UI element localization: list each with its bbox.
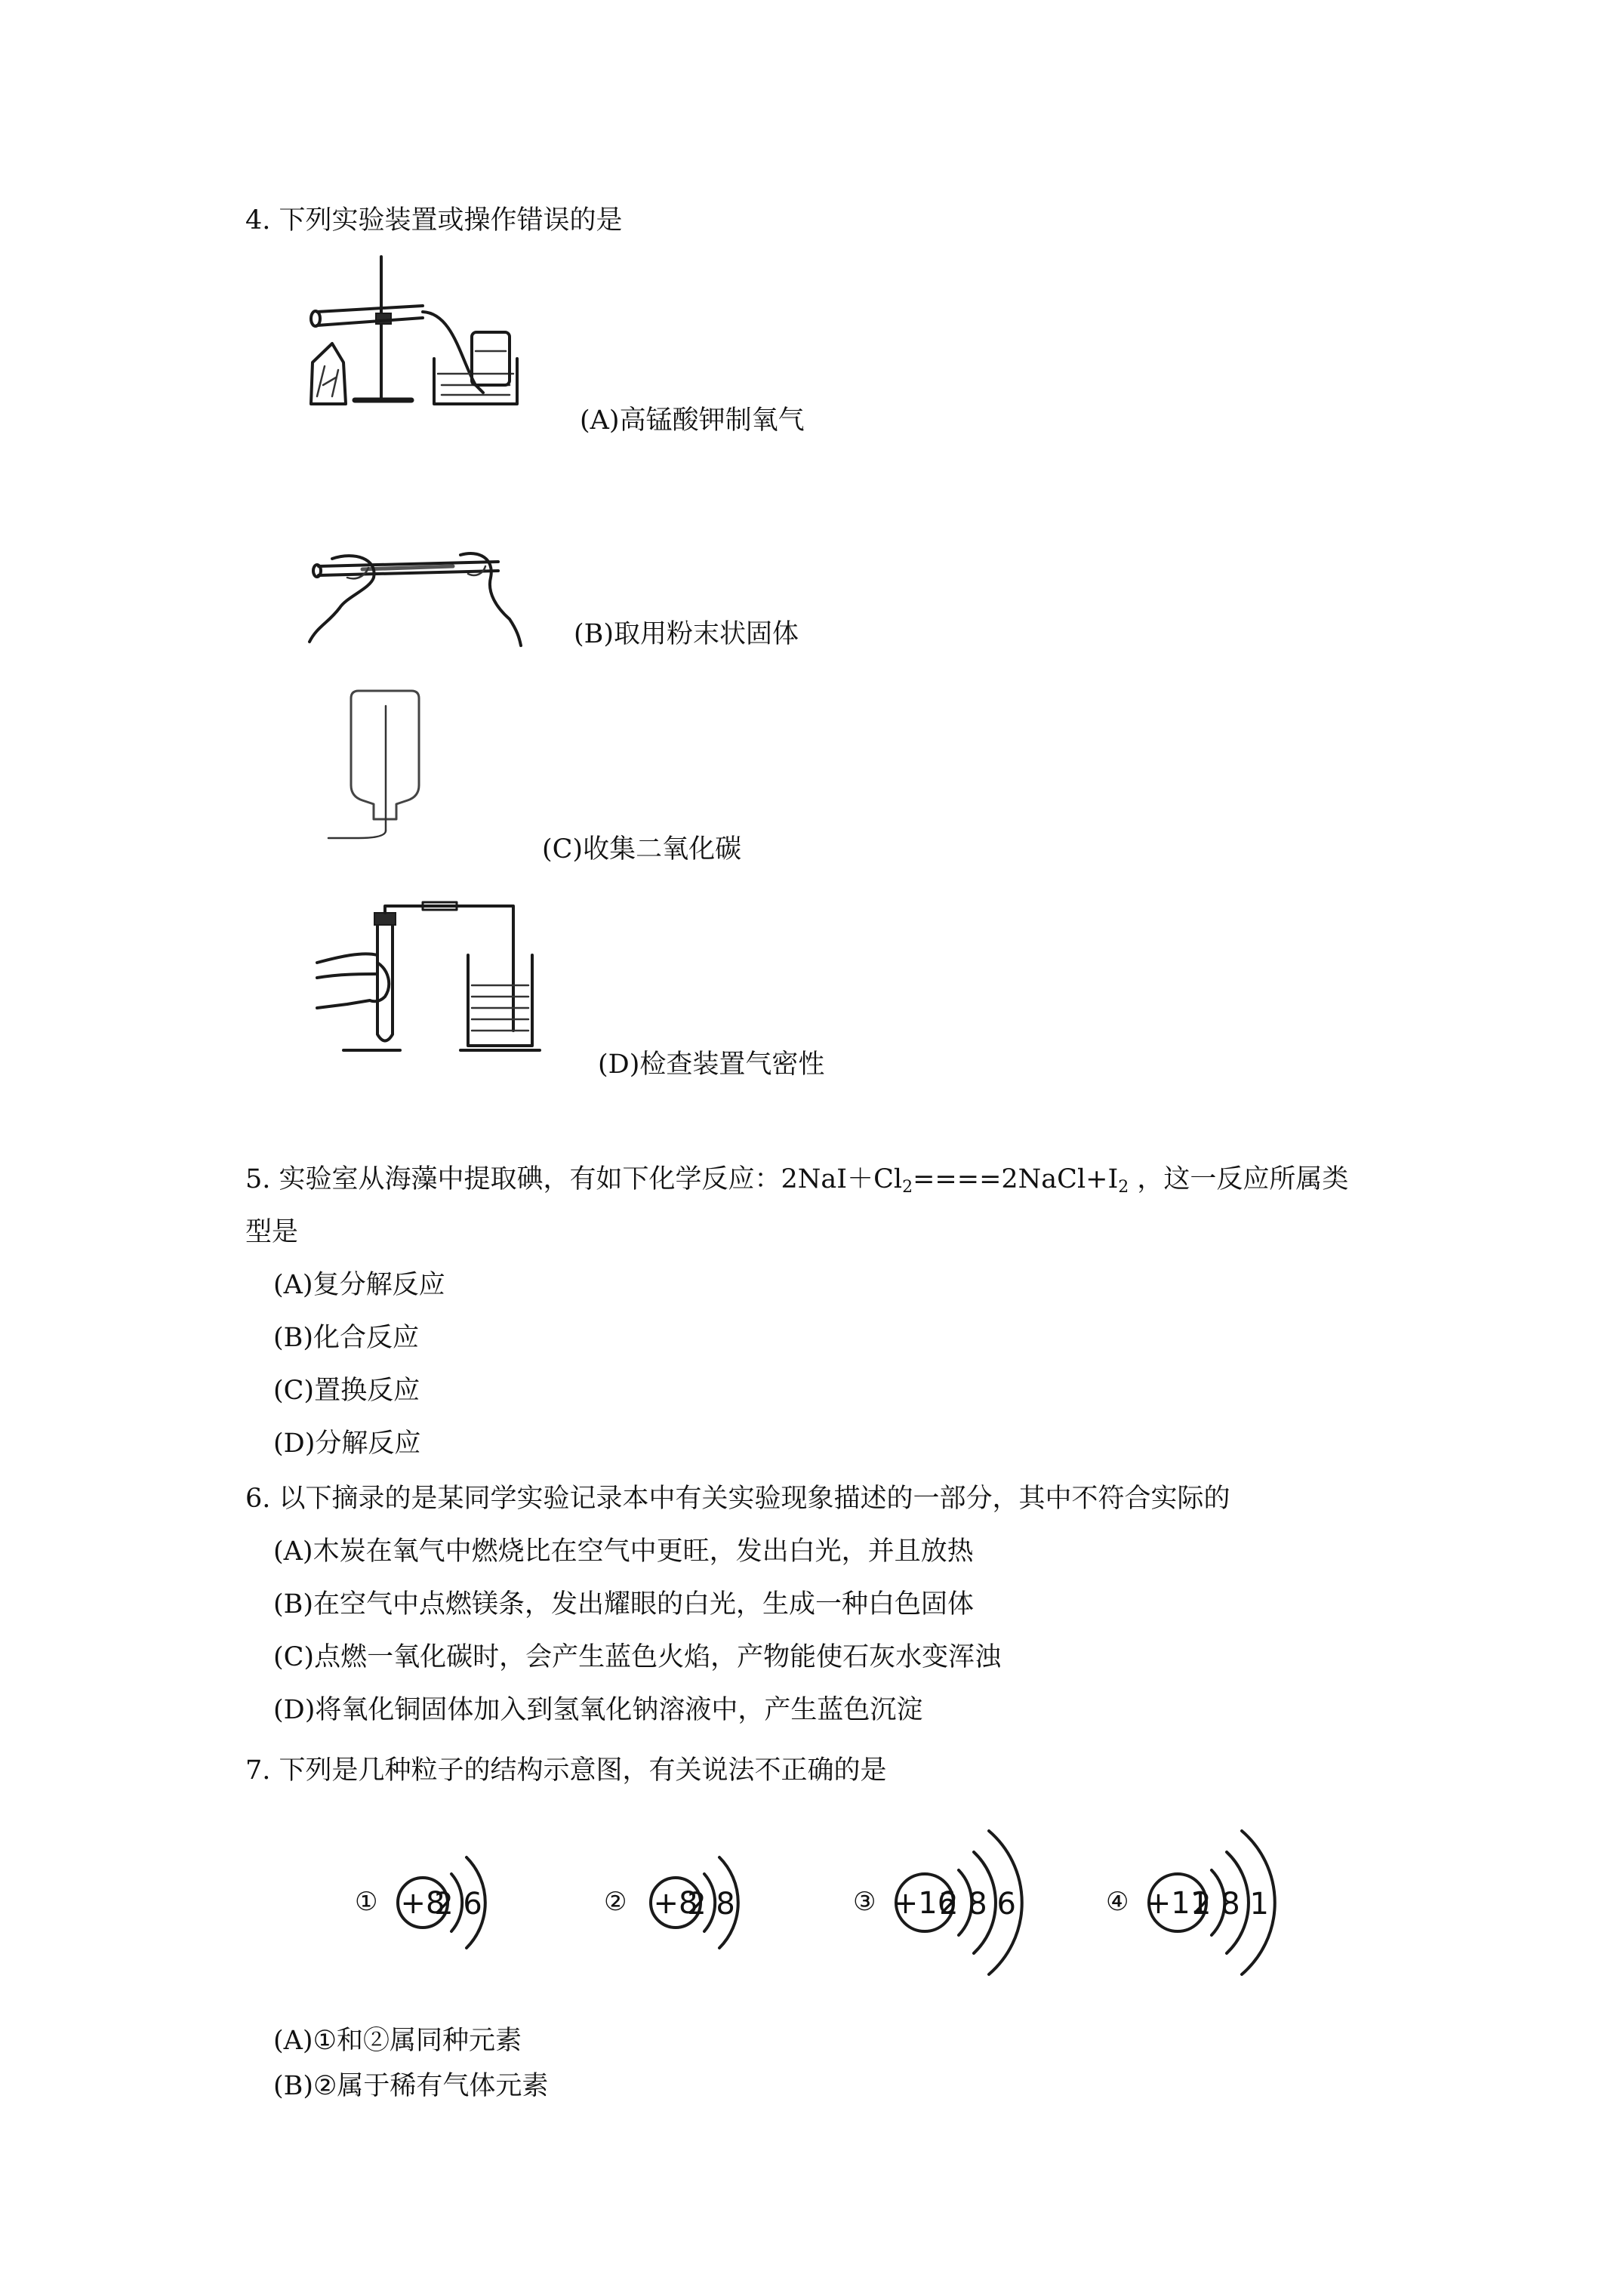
particle-2-diagram xyxy=(600,1827,789,1993)
q4-option-b: (B)取用粉末状固体 xyxy=(574,619,799,649)
particle-1-nucleus: +8 xyxy=(400,1886,445,1921)
q5-stem xyxy=(245,1164,1349,1197)
particle-4-label: ④ xyxy=(1106,1887,1129,1917)
q6-option-a: (A)木炭在氧气中燃烧比在空气中更旺，发出白光，并且放热 xyxy=(273,1536,974,1567)
q5-option-d: (D)分解反应 xyxy=(273,1428,421,1459)
q6-option-d: (D)将氧化铜固体加入到氢氧化钠溶液中，产生蓝色沉淀 xyxy=(273,1695,923,1725)
q7-option-a: (A)①和②属同种元素 xyxy=(273,2026,522,2056)
q5-stem-part1: 5. 实验室从海藻中提取碘，有如下化学反应：2NaI＋Cl xyxy=(245,1164,903,1194)
particle-3-label: ③ xyxy=(853,1887,876,1917)
particle-1-diagram xyxy=(347,1827,536,1993)
q5-stem-line2: 型是 xyxy=(245,1217,299,1247)
q4-option-d: (D)检查装置气密性 xyxy=(598,1049,825,1080)
particle-2-label: ② xyxy=(604,1887,627,1917)
q6-stem: 6. 以下摘录的是某同学实验记录本中有关实验现象描述的一部分，其中不符合实际的 xyxy=(245,1484,1230,1514)
q4-stem: 4. 下列实验装置或操作错误的是 xyxy=(245,205,623,236)
particle-1-electrons: 2 6 xyxy=(434,1887,482,1922)
figure-a-oxygen-apparatus xyxy=(302,253,521,411)
q5-stem-part2: ====2NaCl+I xyxy=(913,1164,1119,1194)
particle-4-diagram xyxy=(1102,1808,1329,2005)
q4-option-c: (C)收集二氧化碳 xyxy=(542,834,742,864)
q5-stem-part3: ，这一反应所属类 xyxy=(1129,1164,1349,1194)
q5-option-a: (A)复分解反应 xyxy=(273,1270,445,1300)
q4-option-a: (A)高锰酸钾制氧气 xyxy=(580,405,805,436)
q5-option-b: (B)化合反应 xyxy=(273,1323,420,1353)
q5-stem-sub1: 2 xyxy=(902,1178,913,1197)
q5-option-c: (C)置换反应 xyxy=(273,1376,420,1406)
particle-3-diagram xyxy=(849,1808,1076,2005)
q7-stem: 7. 下列是几种粒子的结构示意图，有关说法不正确的是 xyxy=(245,1755,887,1786)
particle-2-electrons: 2 8 xyxy=(687,1887,735,1922)
q5-stem-sub2: 2 xyxy=(1118,1178,1129,1197)
particle-4-nucleus: +11 xyxy=(1145,1886,1210,1921)
particle-3-nucleus: +16 xyxy=(892,1886,957,1921)
figure-c-co2-collection xyxy=(313,676,449,842)
q6-option-b: (B)在空气中点燃镁条，发出耀眼的白光，生成一种白色固体 xyxy=(273,1589,975,1620)
particle-3-electrons: 2 8 6 xyxy=(939,1887,1016,1922)
q7-option-b: (B)②属于稀有气体元素 xyxy=(273,2071,549,2101)
particle-4-electrons: 2 8 1 xyxy=(1192,1887,1269,1922)
particle-2-nucleus: +8 xyxy=(653,1886,698,1921)
particle-1-label: ① xyxy=(355,1887,378,1917)
figure-d-airtightness-check xyxy=(317,902,544,1053)
q6-option-c: (C)点燃一氧化碳时，会产生蓝色火焰，产物能使石灰水变浑浊 xyxy=(273,1642,1002,1672)
figure-b-powder-transfer xyxy=(302,536,521,646)
